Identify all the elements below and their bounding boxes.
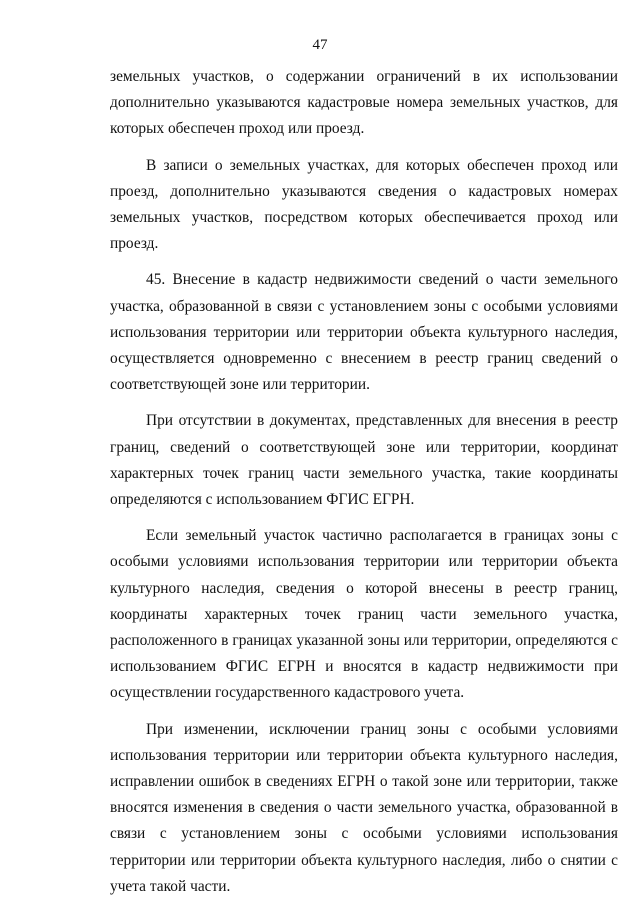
paragraph-passage-records: В записи о земельных участках, для которых обеспечен проход или проезд, дополнительно указываются сведения о кадастровых номерах земельных участков, посредством которых обеспечивается проход или проезд. xyxy=(110,156,618,253)
paragraph-continuation: земельных участков, о содержании ограничений в их использовании дополнительно указываются кадастровые номера земельных участков, для которых обеспечен проход или проезд. xyxy=(110,68,618,138)
paragraph-missing-coordinates: При отсутствии в документах, представленных для внесения в реестр границ, сведений о соответствующей зоне или территории, координат характерных точек границ части земельного участка, такие координаты определяются с использованием ФГИС ЕГРН. xyxy=(110,412,618,509)
page-number: 47 xyxy=(312,37,328,53)
document-body xyxy=(110,64,618,900)
paragraph-partial-location: Если земельный участок частично располагается в границах зоны с особыми условиями использования территории или территории объекта культурного наследия, сведения о которой внесены в реестр границ, координаты характерных точек границ части земельного участка, расположенного в границах указанной зоны или территории, определяются с использованием ФГИС ЕГРН и вносятся в кадастр недвижимости при осуществлении государственного кадастрового учета. xyxy=(110,527,618,702)
paragraph-item-45: 45. Внесение в кадастр недвижимости сведений о части земельного участка, образованной в связи с установлением зоны с особыми условиями использования территории или территории объекта культурного наследия, осуществляется одновременно с внесением в реестр границ сведений о соответствующей зоне или территории. xyxy=(110,271,618,394)
paragraph-boundary-changes: При изменении, исключении границ зоны с особыми условиями использования территории или территории объекта культурного наследия, исправлении ошибок в сведениях ЕГРН о такой зоне или территории, также вносятся изменения в сведения о части земельного участка, образованной в связи с установлением зоны с особыми условиями использования территории или территории объекта культурного наследия, либо о снятии с учета такой части. xyxy=(110,720,618,895)
